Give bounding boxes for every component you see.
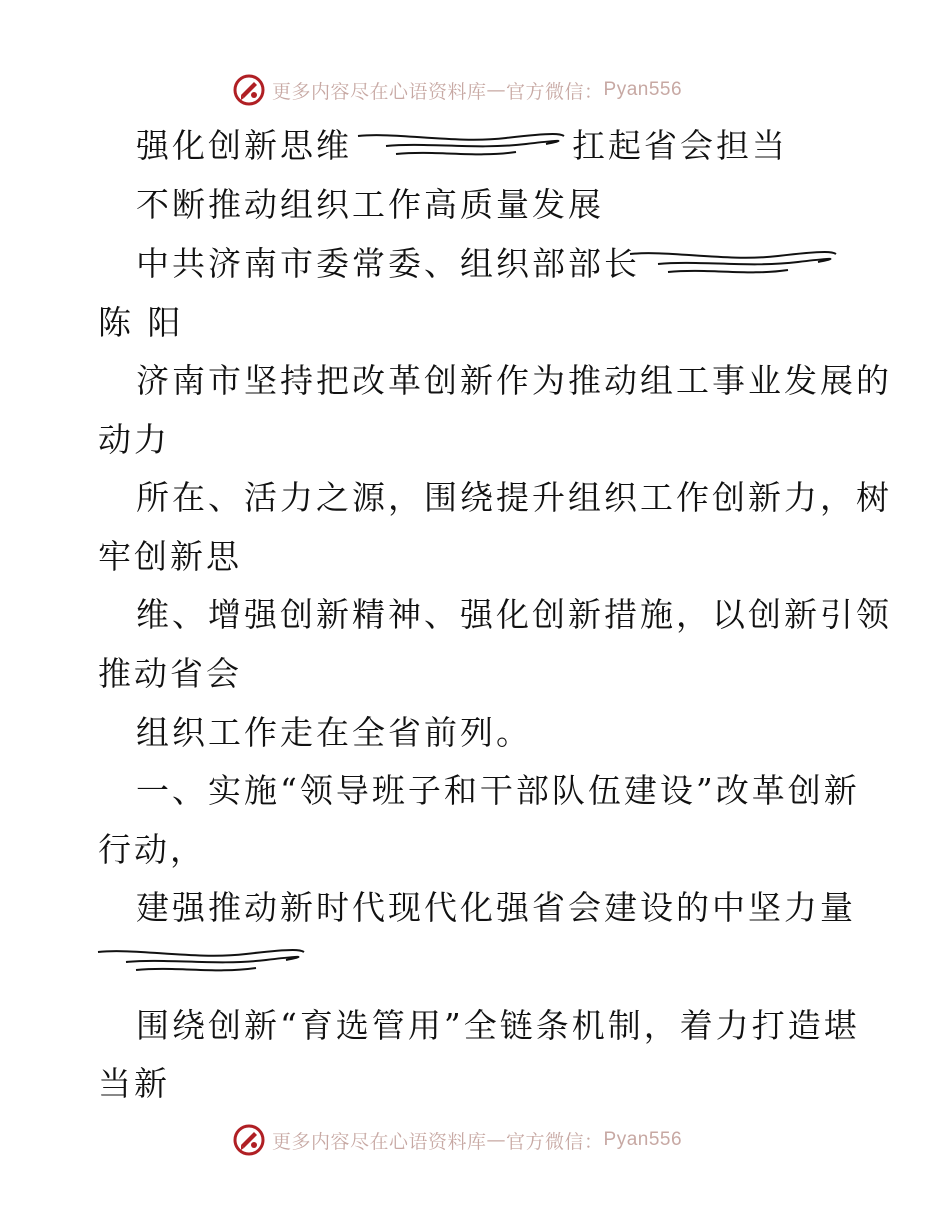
logo-icon — [232, 1123, 266, 1157]
section-subheading-line: 建强推动新时代现代化强省会建设的中坚力量 — [136, 888, 856, 927]
paragraph-line: 组织工作走在全省前列。 — [136, 713, 532, 752]
paragraph-line: 围绕创新“育选管用”全链条机制，着力打造堪 — [136, 1006, 860, 1045]
squiggle-decoration — [96, 946, 308, 982]
logo-icon — [232, 73, 266, 107]
paragraph-line: 所在、活力之源，围绕提升组织工作创新力，树 — [136, 478, 892, 517]
squiggle-decoration — [628, 248, 840, 284]
header-watermark — [0, 70, 950, 110]
watermark-dash: — — [486, 79, 507, 101]
watermark-dash: — — [486, 1129, 507, 1151]
section-heading-line: 一、实施“领导班子和干部队伍建设”改革创新 — [136, 771, 860, 810]
title-line-part2: 扛起省会担当 — [572, 126, 788, 165]
watermark-wechat-id: Pyan556 — [603, 79, 683, 100]
paragraph-line: 济南市坚持把改革创新作为推动组工事业发展的 — [136, 361, 892, 400]
squiggle-decoration — [356, 130, 568, 166]
paragraph-line: 推动省会 — [98, 654, 242, 693]
subtitle-line: 不断推动组织工作高质量发展 — [136, 185, 604, 224]
watermark-wechat-id: Pyan556 — [603, 1129, 683, 1150]
author-name: 陈 阳 — [98, 303, 184, 342]
watermark-wechat-label: 官方微信： — [506, 80, 604, 103]
watermark-text: 更多内容尽在心语资料库 — [272, 80, 487, 103]
paragraph-line: 牢创新思 — [98, 537, 242, 576]
paragraph-line: 维、增强创新精神、强化创新措施，以创新引领 — [136, 595, 892, 634]
author-title-line: 中共济南市委常委、组织部部长 — [136, 244, 640, 283]
paragraph-line: 动力 — [98, 420, 170, 459]
footer-watermark — [0, 1120, 950, 1160]
section-heading-line: 行动， — [98, 830, 206, 869]
watermark-wechat-label: 官方微信： — [506, 1130, 604, 1153]
watermark-text: 更多内容尽在心语资料库 — [272, 1130, 487, 1153]
paragraph-line: 当新 — [98, 1064, 170, 1103]
title-line-part1: 强化创新思维 — [136, 126, 352, 165]
